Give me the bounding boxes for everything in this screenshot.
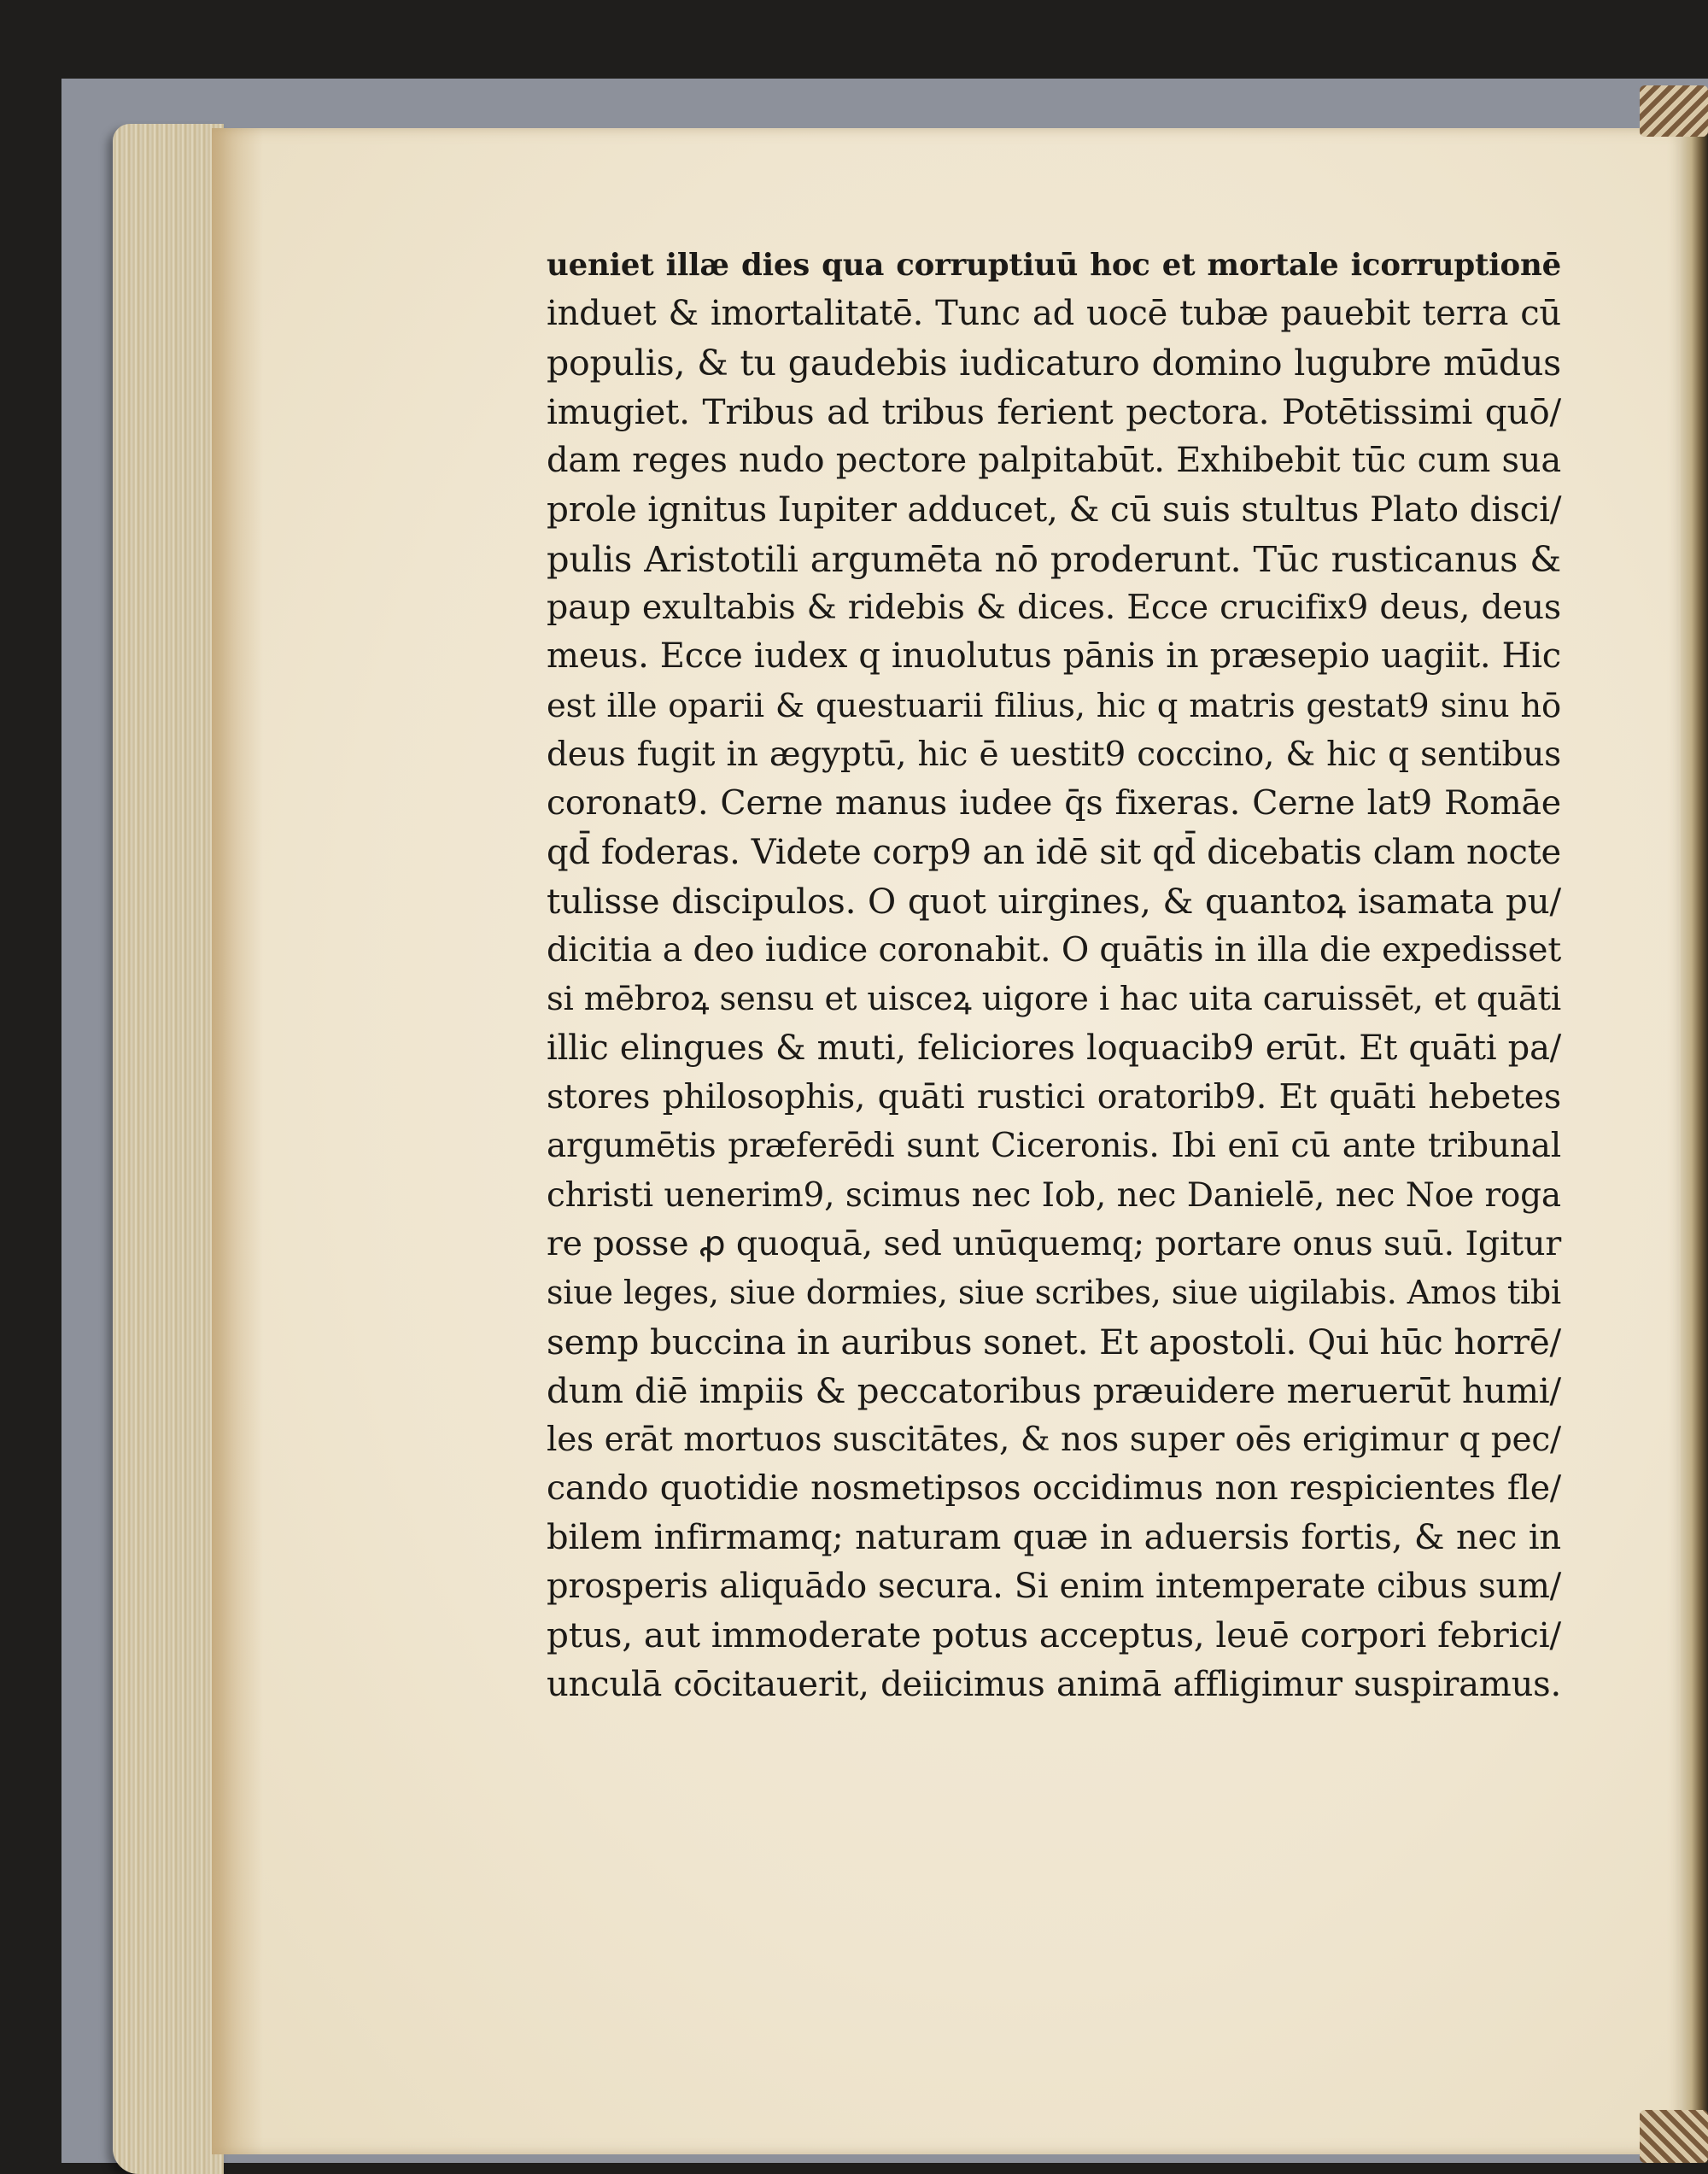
text-line: deus fugit in ægyptū, hic ē uestit9 coccino, & hic q sentibus [547, 735, 1561, 774]
text-line: meus. Ecce iudex q inuolutus pānis in præsepio uagiit. Hic [547, 636, 1561, 677]
text-line: si mēbroꝝ sensu et uisceꝝ uigore i hac uita caruissēt, et quāti [547, 980, 1561, 1019]
text-line: pulis Aristotili argumēta nō proderunt. Tūc rusticanus & [547, 537, 1561, 580]
text-line: dum diē impiis & peccatoribus præuidere meruerūt humi/ [547, 1369, 1561, 1411]
printed-text-block [547, 241, 1561, 1709]
text-line: argumētis præferēdi sunt Ciceronis. Ibi enī cū ante tribunal [547, 1127, 1561, 1166]
text-line: re posse ꝓ quoquā, sed unūquemq; portare onus suū. Igitur [547, 1223, 1561, 1263]
text-line: semp buccina in auribus sonet. Et apostoli. Qui hūc horrē/ [547, 1321, 1561, 1362]
text-line: prosperis aliquādo secura. Si enim intemperate cibus sum/ [547, 1567, 1561, 1607]
text-line: christi uenerim9, scimus nec Iob, nec Danielē, nec Noe roga [547, 1175, 1561, 1215]
text-line: qd̄ foderas. Videte corp9 an idē sit qd̄ dicebatis clam nocte [547, 832, 1561, 872]
book-page-edges [113, 124, 224, 2174]
text-line: est ille oparii & questuarii filius, hic q matris gestat9 sinu hō [547, 686, 1561, 725]
text-line: illic elingues & muti, feliciores loquacib9 erūt. Et quāti pa/ [547, 1028, 1561, 1068]
book-gutter [1681, 94, 1708, 2163]
text-line: dicitia a deo iudice coronabit. O quātis in illa die expedisset [547, 930, 1561, 970]
text-line: tulisse discipulos. O quot uirgines, & quantoꝝ isamata pu/ [547, 880, 1561, 922]
text-line: cando quotidie nosmetipsos occidimus non respicientes fle/ [547, 1468, 1561, 1509]
text-line: stores philosophis, quāti rustici oratorib9. Et quāti hebetes [547, 1077, 1561, 1117]
binding-thread-bottom [1640, 2110, 1708, 2163]
text-line: siue leges, siue dormies, siue scribes, siue uigilabis. Amos tibi [547, 1274, 1561, 1312]
text-line: paup exultabis & ridebis & dices. Ecce crucifix9 deus, deus [547, 588, 1561, 628]
text-line: ueniet illæ dies qua corruptiuū hoc et mortale icorruptionē [547, 248, 1561, 283]
text-line: coronat9. Cerne manus iudee q̄s fixeras. Cerne lat9 Romāe [547, 783, 1561, 823]
page-edge-stain [212, 128, 263, 2154]
text-line: unculā cōcitauerit, deiicimus animā affligimur suspiramus. [547, 1664, 1561, 1704]
binding-thread-top [1640, 85, 1708, 137]
text-line: les erāt mortuos suscitātes, & nos super oēs erigimur q pec/ [547, 1421, 1561, 1460]
text-line: prole ignitus Iupiter adducet, & cū suis stultus Plato disci/ [547, 489, 1562, 530]
text-line: ptus, aut immoderate potus acceptus, leuē corpori febrici/ [547, 1614, 1561, 1656]
text-line: populis, & tu gaudebis iudicaturo domino lugubre mūdus [547, 342, 1561, 384]
text-line: imugiet. Tribus ad tribus ferient pectora. Potētissimi quō/ [547, 390, 1561, 432]
text-line: dam reges nudo pectore palpitabūt. Exhibebit tūc cum sua [547, 441, 1561, 481]
text-line: bilem infirmamq; naturam quæ in aduersis fortis, & nec in [547, 1517, 1561, 1557]
text-line: induet & imortalitatē. Tunc ad uocē tubæ pauebit terra cū [547, 294, 1561, 334]
